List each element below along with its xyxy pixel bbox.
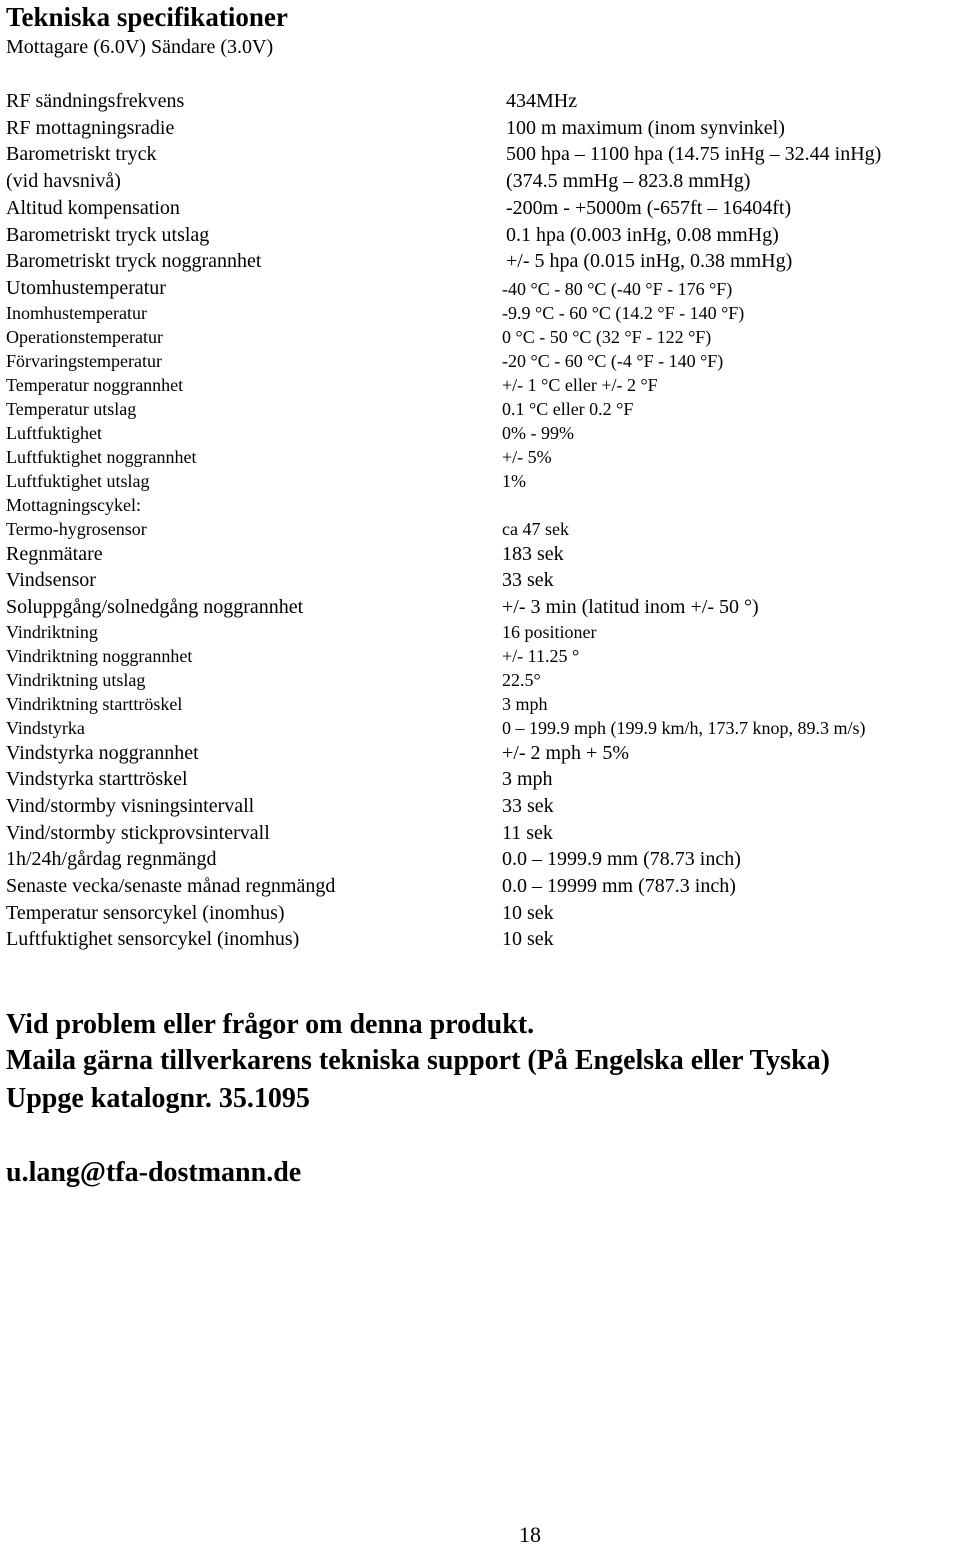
spec-label: Luftfuktighet: [6, 423, 102, 443]
spec-value: -20 °C - 60 °C (-4 °F - 140 °F): [502, 351, 724, 371]
support-notice: Vid problem eller frågor om denna produkt.: [6, 1009, 535, 1040]
spec-value: (374.5 mmHg – 823.8 mmHg): [506, 170, 751, 192]
spec-value: 3 mph: [502, 768, 553, 790]
spec-value: +/- 3 min (latitud inom +/- 50 °): [502, 596, 759, 618]
spec-value: 0.1 hpa (0.003 inHg, 0.08 mmHg): [506, 224, 779, 246]
spec-value: 3 mph: [502, 694, 548, 714]
spec-value: 100 m maximum (inom synvinkel): [506, 117, 785, 139]
spec-label: Vindstyrka noggrannhet: [6, 742, 199, 764]
spec-value: +/- 1 °C eller +/- 2 °F: [502, 375, 658, 395]
spec-value: 0.1 °C eller 0.2 °F: [502, 399, 634, 419]
spec-label: Luftfuktighet utslag: [6, 471, 150, 491]
spec-label: (vid havsnivå): [6, 170, 121, 192]
spec-value: 0% - 99%: [502, 423, 574, 443]
spec-value: +/- 11.25 °: [502, 646, 580, 666]
spec-value: 10 sek: [502, 928, 554, 950]
spec-value: 0.0 – 19999 mm (787.3 inch): [502, 875, 736, 897]
spec-value: +/- 5 hpa (0.015 inHg, 0.38 mmHg): [506, 250, 793, 272]
page-subtitle: Mottagare (6.0V) Sändare (3.0V): [6, 36, 274, 58]
spec-label: Temperatur utslag: [6, 399, 137, 419]
spec-label: Förvaringstemperatur: [6, 351, 162, 371]
spec-label: Vind/stormby stickprovsintervall: [6, 822, 270, 844]
spec-label: Vind/stormby visningsintervall: [6, 795, 255, 817]
spec-value: 500 hpa – 1100 hpa (14.75 inHg – 32.44 inHg): [506, 143, 882, 165]
spec-value: -9.9 °C - 60 °C (14.2 °F - 140 °F): [502, 303, 745, 323]
spec-value: 183 sek: [502, 543, 564, 565]
spec-label: Luftfuktighet noggrannhet: [6, 447, 197, 467]
spec-value: ca 47 sek: [502, 519, 569, 539]
support-email-link[interactable]: u.lang@tfa-dostmann.de: [6, 1157, 302, 1188]
spec-label: Vindriktning starttröskel: [6, 694, 183, 714]
spec-label: Vindriktning utslag: [6, 670, 146, 690]
spec-value: 33 sek: [502, 569, 554, 591]
spec-label: Luftfuktighet sensorcykel (inomhus): [6, 928, 300, 950]
spec-label: Senaste vecka/senaste månad regnmängd: [6, 875, 336, 897]
spec-label: Barometriskt tryck noggrannhet: [6, 250, 262, 272]
spec-value: -40 °C - 80 °C (-40 °F - 176 °F): [502, 279, 733, 299]
spec-value: 0.0 – 1999.9 mm (78.73 inch): [502, 848, 741, 870]
spec-label: 1h/24h/gårdag regnmängd: [6, 848, 217, 870]
spec-value: +/- 2 mph + 5%: [502, 742, 629, 764]
spec-label: Inomhustemperatur: [6, 303, 147, 323]
spec-label: RF sändningsfrekvens: [6, 90, 185, 112]
spec-label: Utomhustemperatur: [6, 277, 166, 299]
spec-label: Vindriktning: [6, 622, 98, 642]
spec-label: Vindstyrka starttröskel: [6, 768, 188, 790]
spec-label: RF mottagningsradie: [6, 117, 175, 139]
spec-value: -200m - +5000m (-657ft – 16404ft): [506, 197, 792, 219]
spec-value: 0 – 199.9 mph (199.9 km/h, 173.7 knop, 89.3 m/s): [502, 718, 866, 738]
spec-value: 16 positioner: [502, 622, 597, 642]
spec-value: 22.5°: [502, 670, 541, 690]
spec-label: Termo-hygrosensor: [6, 519, 147, 539]
spec-label: Barometriskt tryck utslag: [6, 224, 210, 246]
spec-value: 10 sek: [502, 902, 554, 924]
spec-label: Temperatur sensorcykel (inomhus): [6, 902, 285, 924]
spec-label: Altitud kompensation: [6, 197, 180, 219]
catalog-number: Uppge katalognr. 35.1095: [6, 1083, 310, 1114]
page-number: 18: [519, 1522, 541, 1547]
spec-label: Vindsensor: [6, 569, 96, 591]
spec-label: Barometriskt tryck: [6, 143, 157, 165]
spec-label: Soluppgång/solnedgång noggrannhet: [6, 596, 304, 618]
spec-value: 1%: [502, 471, 526, 491]
spec-value: 33 sek: [502, 795, 554, 817]
spec-label: Vindriktning noggrannhet: [6, 646, 193, 666]
page-title: Tekniska specifikationer: [6, 2, 288, 32]
spec-label: Mottagningscykel:: [6, 495, 141, 515]
spec-value: 0 °C - 50 °C (32 °F - 122 °F): [502, 327, 712, 347]
support-instructions: Maila gärna tillverkarens tekniska support (På Engelska eller Tyska): [6, 1045, 830, 1076]
spec-value: +/- 5%: [502, 447, 552, 467]
spec-value: 434MHz: [506, 90, 578, 112]
spec-label: Temperatur noggrannhet: [6, 375, 184, 395]
spec-label: Regnmätare: [6, 543, 103, 565]
spec-value: 11 sek: [502, 822, 553, 844]
spec-label: Vindstyrka: [6, 718, 85, 738]
spec-label: Operationstemperatur: [6, 327, 163, 347]
